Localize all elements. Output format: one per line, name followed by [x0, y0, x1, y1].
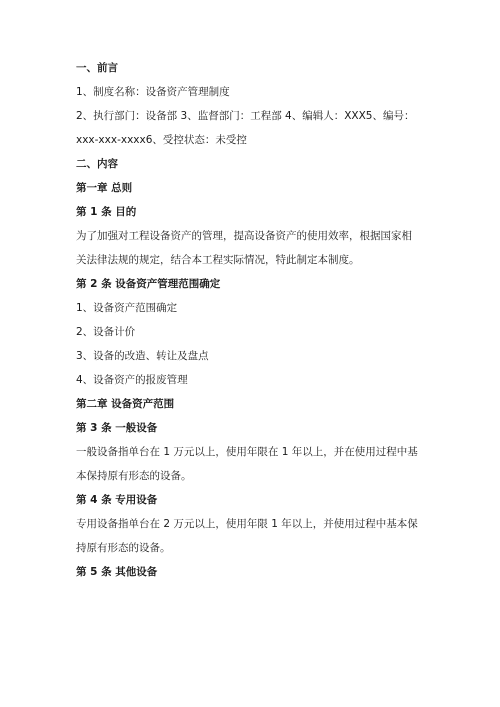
paragraph-system-name: 1、制度名称：设备资产管理制度 — [76, 86, 230, 98]
article-4-body-line-2: 持原有形态的设备。 — [76, 542, 171, 554]
paragraph-departments-line-2: xxx-xxx-xxxx6、受控状态：未受控 — [76, 134, 247, 146]
article-1-title: 第 1 条 目的 — [76, 206, 137, 218]
article-1-body-line-2: 关法律法规的规定，结合本工程实际情况，特此制定本制度。 — [76, 254, 360, 266]
article-3-body-line-1: 一般设备指单台在 1 万元以上，使用年限在 1 年以上，并在使用过程中基 — [76, 446, 418, 458]
article-5-title: 第 5 条 其他设备 — [76, 566, 158, 578]
article-2-item-2: 2、设备计价 — [76, 326, 136, 338]
article-2-title: 第 2 条 设备资产管理范围确定 — [76, 278, 221, 290]
article-4-body-line-1: 专用设备指单台在 2 万元以上，使用年限 1 年以上，并使用过程中基本保 — [76, 518, 418, 530]
article-2-item-3: 3、设备的改造、转让及盘点 — [76, 350, 209, 362]
article-3-body-line-2: 本保持原有形态的设备。 — [76, 470, 192, 482]
article-2-item-1: 1、设备资产范围确定 — [76, 302, 178, 314]
chapter-1-title: 第一章 总则 — [76, 182, 133, 194]
article-2-item-4: 4、设备资产的报废管理 — [76, 374, 188, 386]
chapter-2-title: 第二章 设备资产范围 — [76, 398, 175, 410]
article-4-title: 第 4 条 专用设备 — [76, 494, 158, 506]
article-3-title: 第 3 条 一般设备 — [76, 422, 158, 434]
paragraph-departments-line-1: 2、执行部门：设备部 3、监督部门：工程部 4、编辑人：XXX5、编号： — [76, 110, 415, 122]
document-body — [76, 60, 431, 580]
article-1-body-line-1: 为了加强对工程设备资产的管理，提高设备资产的使用效率，根据国家相 — [76, 230, 412, 242]
heading-preface: 一、前言 — [76, 62, 118, 74]
heading-content: 二、内容 — [76, 158, 118, 170]
